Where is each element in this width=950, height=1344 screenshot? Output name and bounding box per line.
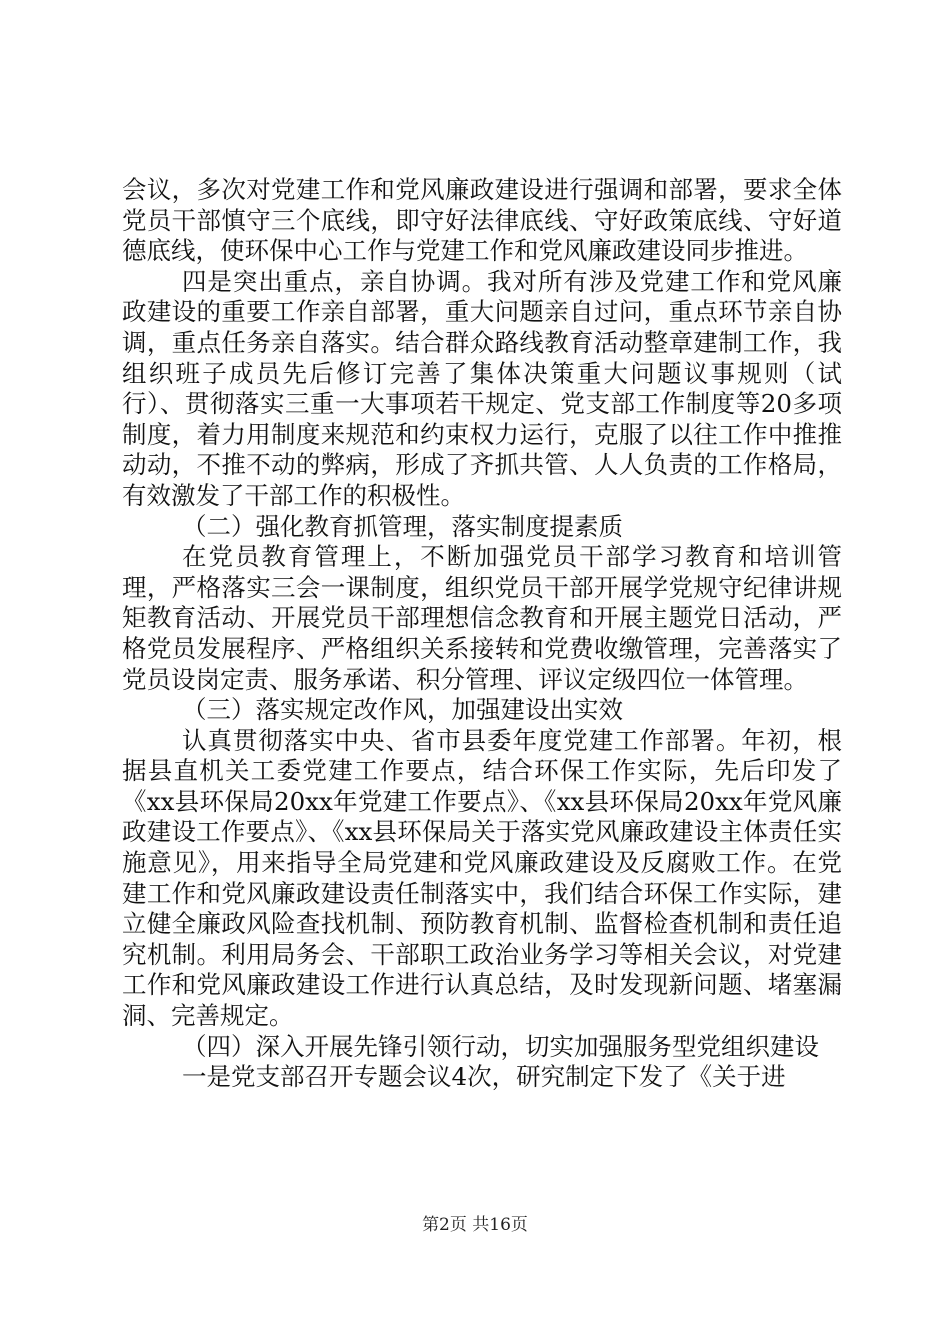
- section-heading-2: （二）强化教育抓管理，落实制度提素质: [182, 511, 623, 541]
- section-heading-3: （三）落实规定改作风，加强建设出实效: [182, 695, 623, 725]
- page-footer: 第2页 共16页: [422, 1215, 528, 1235]
- paragraph-coordination: 四是突出重点，亲自协调。我对所有涉及党建工作和党风廉政建设的重要工作亲自部署，重大问题亲自过问，重点环节亲自协调，重点任务亲自落实。结合群众路线教育活动整章建制工作，我组织班子成员先后修订完善了集体决策重大问题议事规则（试行）、贯彻落实三重一大事项若干规定、党支部工作制度等20多项制度，着力用制度来规范和约束权力运行，克服了以往工作中推推动动，不推不动的弊病，形成了齐抓共管、人人负责的工作格局，有效激发了干部工作的积极性。: [122, 266, 842, 510]
- document-body: [122, 175, 842, 1093]
- paragraph-party-branch: 一是党支部召开专题会议4次，研究制定下发了《关于进: [182, 1062, 786, 1092]
- section-heading-4: （四）深入开展先锋引领行动，切实加强服务型党组织建设: [182, 1031, 819, 1061]
- paragraph-continuation: 会议，多次对党建工作和党风廉政建设进行强调和部署，要求全体党员干部慎守三个底线，即守好法律底线、守好政策底线、守好道德底线，使环保中心工作与党建工作和党风廉政建设同步推进。: [122, 175, 842, 266]
- paragraph-implementation: 认真贯彻落实中央、省市县委年度党建工作部署。年初，根据县直机关工委党建工作要点，结合环保工作实际，先后印发了《xx县环保局20xx年党建工作要点》、《xx县环保局20xx年党风廉政建设工作要点》、《xx县环保局关于落实党风廉政建设主体责任实施意见》，用来指导全局党建和党风廉政建设及反腐败工作。在党建工作和党风廉政建设责任制落实中，我们结合环保工作实际，建立健全廉政风险查找机制、预防教育机制、监督检查机制和责任追究机制。利用局务会、干部职工政治业务学习等相关会议，对党建工作和党风廉政建设工作进行认真总结，及时发现新问题、堵塞漏洞、完善规定。: [122, 725, 842, 1031]
- paragraph-education-management: 在党员教育管理上，不断加强党员干部学习教育和培训管理，严格落实三会一课制度，组织党员干部开展学党规守纪律讲规矩教育活动、开展党员干部理想信念教育和开展主题党日活动，严格党员发展程序、严格组织关系接转和党费收缴管理，完善落实了党员设岗定责、服务承诺、积分管理、评议定级四位一体管理。: [122, 542, 842, 694]
